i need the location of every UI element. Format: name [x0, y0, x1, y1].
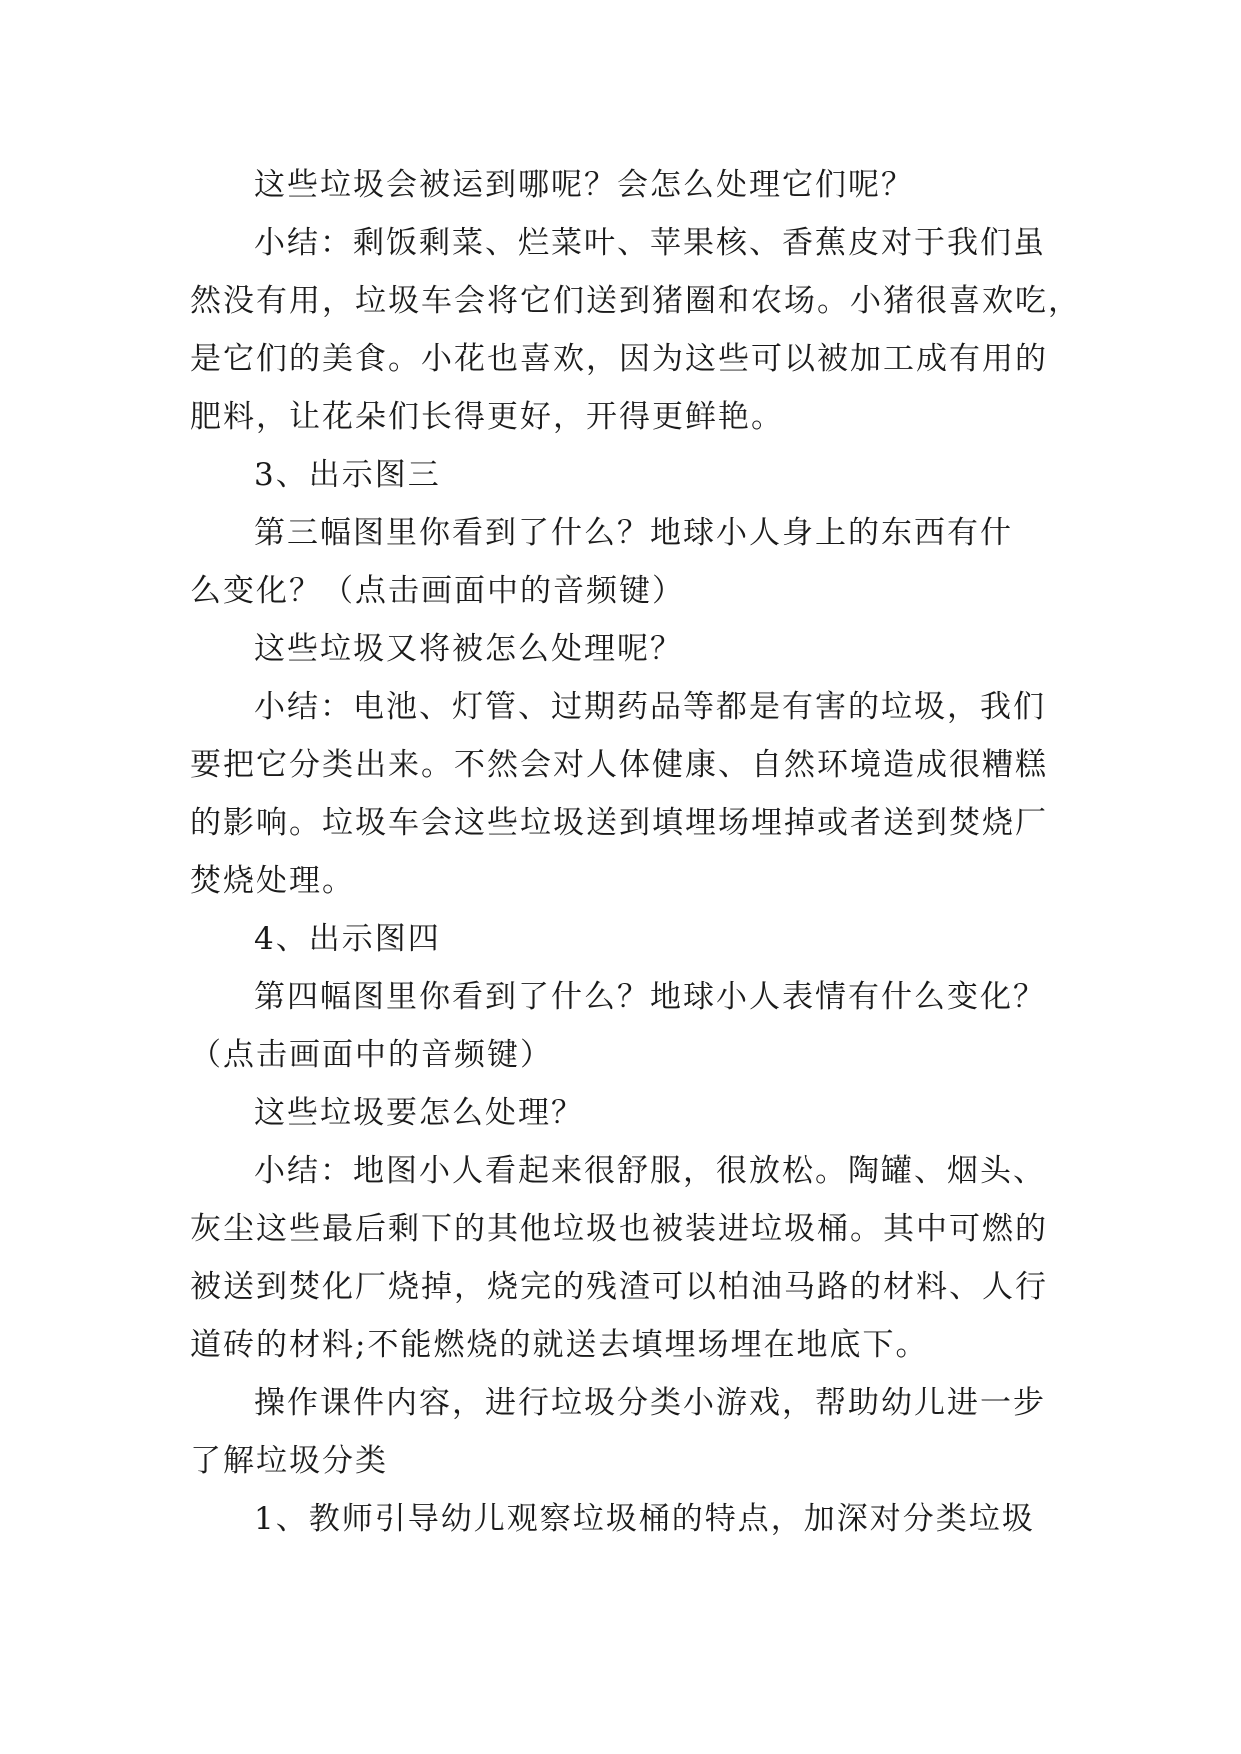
text-line: 1、教师引导幼儿观察垃圾桶的特点，加深对分类垃圾: [254, 1501, 1035, 1537]
text-line: 小结：地图小人看起来很舒服，很放松。陶罐、烟头、: [254, 1153, 1046, 1189]
text-line: 这些垃圾要怎么处理？: [254, 1095, 584, 1131]
text-line: 小结：电池、灯管、过期药品等都是有害的垃圾，我们: [254, 689, 1046, 725]
text-line: （点击画面中的音频键）: [190, 1037, 553, 1073]
text-line: 被送到焚化厂烧掉，烧完的残渣可以柏油马路的材料、人行: [190, 1269, 1048, 1305]
text-line: 第三幅图里你看到了什么？地球小人身上的东西有什: [254, 515, 1013, 551]
text-line: 了解垃圾分类: [190, 1443, 388, 1479]
text-line: 第四幅图里你看到了什么？地球小人表情有什么变化？: [254, 979, 1046, 1015]
text-line: 道砖的材料;不能燃烧的就送去填埋场埋在地底下。: [190, 1327, 929, 1363]
text-line: 这些垃圾又将被怎么处理呢？: [254, 631, 683, 667]
text-line: 是它们的美食。小花也喜欢，因为这些可以被加工成有用的: [190, 341, 1048, 377]
text-line: 的影响。垃圾车会这些垃圾送到填埋场埋掉或者送到焚烧厂: [190, 805, 1048, 841]
text-line: 灰尘这些最后剩下的其他垃圾也被装进垃圾桶。其中可燃的: [190, 1211, 1048, 1247]
text-line: 这些垃圾会被运到哪呢？会怎么处理它们呢？: [254, 167, 914, 203]
section-heading: 4、出示图四: [254, 921, 441, 957]
text-line: 要把它分类出来。不然会对人体健康、自然环境造成很糟糕: [190, 747, 1048, 783]
text-line: 然没有用，垃圾车会将它们送到猪圈和农场。小猪很喜欢吃，: [190, 283, 1081, 319]
text-line: 操作课件内容，进行垃圾分类小游戏，帮助幼儿进一步: [254, 1385, 1046, 1421]
text-line: 肥料，让花朵们长得更好，开得更鲜艳。: [190, 399, 784, 435]
section-heading: 3、出示图三: [254, 457, 441, 493]
text-line: 焚烧处理。: [190, 863, 355, 899]
text-line: 小结：剩饭剩菜、烂菜叶、苹果核、香蕉皮对于我们虽: [254, 225, 1046, 261]
text-line: 么变化？（点击画面中的音频键）: [190, 573, 685, 609]
